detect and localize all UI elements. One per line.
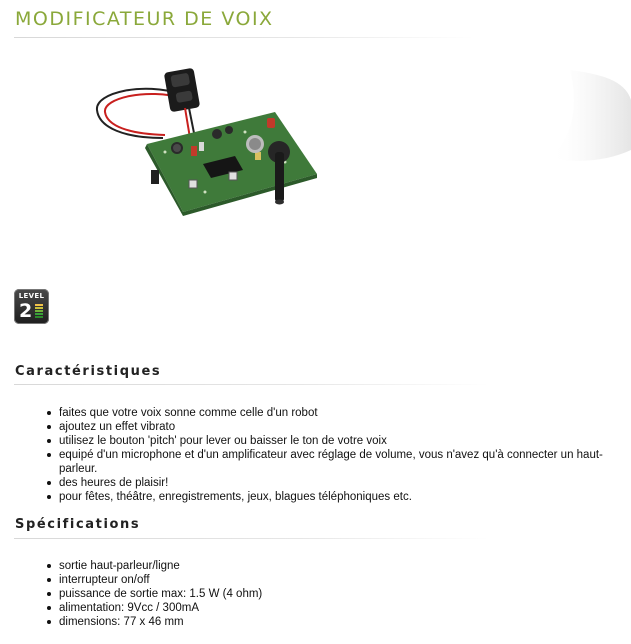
- list-item: faites que votre voix sonne comme celle d'un robot: [59, 406, 629, 420]
- level-bar: [35, 310, 43, 312]
- list-item: des heures de plaisir!: [59, 476, 629, 490]
- features-list: [59, 406, 629, 504]
- list-item: interrupteur on/off: [59, 573, 629, 587]
- level-bar: [35, 307, 43, 309]
- page-title: MODIFICATEUR DE VOIX: [15, 8, 274, 30]
- level-bar: [35, 316, 43, 318]
- specifications-list: [59, 559, 629, 629]
- level-bars-icon: [35, 304, 43, 319]
- list-item: pour fêtes, théâtre, enregistrements, jeux, blagues téléphoniques etc.: [59, 490, 629, 504]
- list-item: utilisez le bouton 'pitch' pour lever ou baisser le ton de votre voix: [59, 434, 629, 448]
- list-item: dimensions: 77 x 46 mm: [59, 615, 629, 629]
- difficulty-level-badge: [14, 289, 49, 324]
- specifications-heading: Spécifications: [15, 517, 141, 532]
- level-bar: [35, 304, 43, 306]
- title-divider: [14, 37, 474, 38]
- level-bar: [35, 313, 43, 315]
- features-divider: [14, 384, 489, 385]
- list-item: alimentation: 9Vcc / 300mA: [59, 601, 629, 615]
- list-item: ajoutez un effet vibrato: [59, 420, 629, 434]
- list-item: puissance de sortie max: 1.5 W (4 ohm): [59, 587, 629, 601]
- specifications-divider: [14, 538, 489, 539]
- voice-changer-kit-pcb-image: [85, 52, 325, 220]
- list-item: sortie haut-parleur/ligne: [59, 559, 629, 573]
- faded-background-image: [420, 60, 631, 170]
- level-value: 2: [19, 300, 33, 322]
- list-item: equipé d'un microphone et d'un amplificateur avec réglage de volume, vous n'avez qu'à connecter un haut-parleur.: [59, 448, 629, 476]
- level-label: LEVEL: [18, 292, 45, 300]
- features-heading: Caractéristiques: [15, 364, 162, 379]
